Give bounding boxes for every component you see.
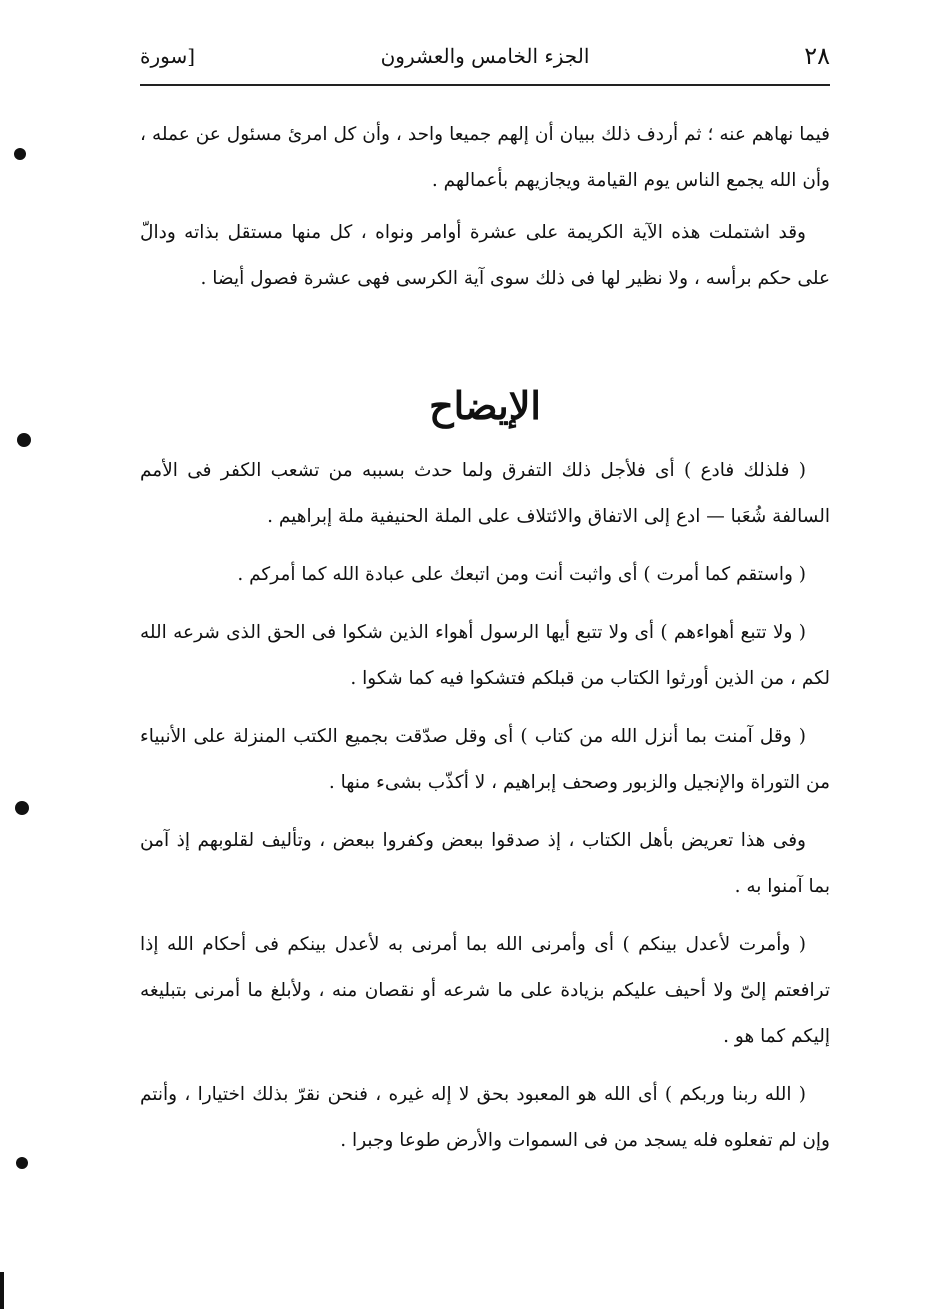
intro-text-2: وقد اشتملت هذه الآية الكريمة على عشرة أوامر ونواه ، كل منها مستقل بذاته ودالّ على حكم برأسه ، ولا نظير لها فى ذلك سوى آية الكرسى فهى عشرة فصول أيضا . (140, 222, 830, 289)
page-number: ٢٨ (804, 42, 830, 70)
intro-text-1: فيما نهاهم عنه ؛ ثم أردف ذلك ببيان أن إلهم جميعا واحد ، وأن كل امرئ مسئول عن عمله ، وأن الله يجمع الناس يوم القيامة ويجازيهم بأعمالهم . (140, 124, 830, 191)
surah-label: [سورة (140, 44, 196, 68)
commentary-paragraph: ( ولا تتبع أهواءهم ) أى ولا تتبع أيها الرسول أهواء الذين شكوا فى الحق الذى شرعه الله لكم ، من الذين أورثوا الكتاب من قبلكم فتشكوا فيه كما شكوا . (140, 622, 830, 689)
commentary-paragraph: ( الله ربنا وربكم ) أى الله هو المعبود بحق لا إله غيره ، فنحن نقرّ بذلك اختيارا ، وأنتم وإن لم تفعلوه فله يسجد من فى السموات والأرض طوعا وجبرا . (140, 1084, 830, 1151)
ink-speck (17, 433, 31, 447)
commentary-paragraph: ( وأمرت لأعدل بينكم ) أى وأمرنى الله بما أمرنى به لأعدل بينكم فى أحكام الله إذا ترافعتم إلىّ ولا أحيف عليكم بزيادة على ما شرعه أو نقصان منه ، ولأبلغ ما أمرنى بتبليغه إليكم كما هو . (140, 934, 830, 1047)
ink-speck (14, 148, 26, 160)
section-heading: الإيضاح (429, 383, 541, 428)
commentary-paragraph: ( واستقم كما أمرت ) أى واثبت أنت ومن اتبعك على عبادة الله كما أمركم . (237, 564, 806, 585)
ink-speck (0, 1272, 4, 1309)
commentary-paragraph: ( فلذلك فادع ) أى فلأجل ذلك التفرق ولما حدث بسببه من تشعب الكفر فى الأمم السالفة شُعَبا — ادع إلى الاتفاق والائتلاف على الملة الحنيفية ملة إبراهيم . (140, 460, 830, 527)
ink-speck (16, 1157, 28, 1169)
running-title: الجزء الخامس والعشرون (380, 44, 590, 68)
page-header (140, 40, 830, 82)
commentary-paragraph: وفى هذا تعريض بأهل الكتاب ، إذ صدقوا ببعض وكفروا ببعض ، وتأليف لقلوبهم إذ آمن بما آمنوا به . (140, 830, 830, 897)
intro-paragraph-1 (140, 112, 830, 204)
commentary-body (140, 448, 830, 1176)
ink-speck (15, 801, 29, 815)
intro-paragraph-2 (140, 210, 830, 302)
header-rule (140, 84, 830, 86)
commentary-paragraph: ( وقل آمنت بما أنزل الله من كتاب ) أى وقل صدّقت بجميع الكتب المنزلة على الأنبياء من التوراة والإنجيل والزبور وصحف إبراهيم ، لا أكذّب بشىء منها . (140, 726, 830, 793)
